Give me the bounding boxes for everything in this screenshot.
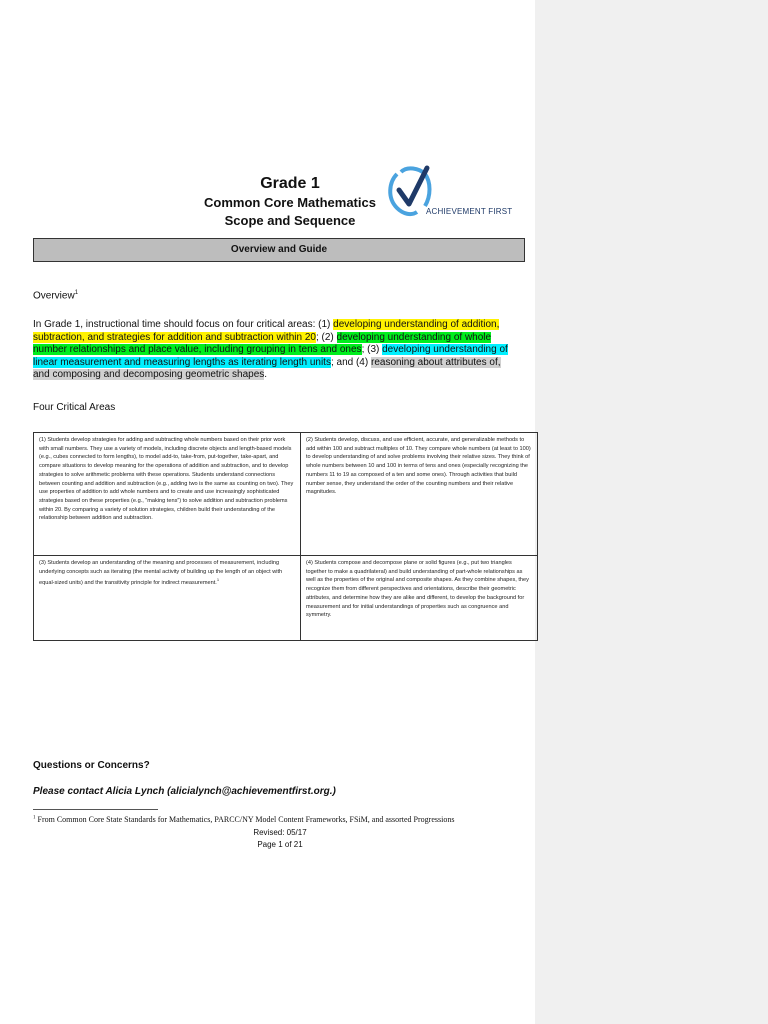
overview-guide-banner: Overview and Guide <box>33 238 525 262</box>
highlight-area-2: developing understanding of whole number relationships and place value, including grouping in tens and ones <box>33 331 492 355</box>
page-number: Page 1 of 21 <box>257 840 303 849</box>
table-row <box>34 433 538 556</box>
table-row <box>34 556 538 641</box>
title-grade: Grade 1 <box>260 175 320 192</box>
footnote: $^1$ From Common Core State Standards for Mathematics, PARCC/NY Model Content Frameworks, FSiM, and assorted Progressions <box>33 815 455 824</box>
overview-heading: Overview$^1$ <box>33 290 79 302</box>
footnote-ref[interactable]: 1 <box>216 577 220 583</box>
critical-area-4: (4) Students compose and decompose plane or solid figures (e.g., put two triangles together to make a quadrilateral) and build understanding of part-whole relationships as well as the properties of the original and composite shapes. As they combine shapes, they recognize them from different perspectives and orientations, describe their geometric attributes, and determine how they are alike and different, to develop the background for measurement and for initial understandings of properties such as congruence and symmetry. <box>301 556 538 641</box>
document-title <box>160 174 420 230</box>
highlight-area-3: developing understanding of linear measurement and measuring lengths as iterating length units <box>33 344 508 368</box>
critical-area-2: (2) Students develop, discuss, and use efficient, accurate, and generalizable methods to add within 100 and subtract multiples of 10. They compare whole numbers (at least to 100) to develop understanding of and solve problems involving their relative sizes. They think of whole numbers between 10 and 100 in terms of tens and ones (especially recognizing the numbers 11 to 19 as composed of a ten and some ones). Through activities that build number sense, they understand the order of the counting numbers and their relative magnitudes. <box>301 433 538 556</box>
comments-pane <box>535 0 768 1024</box>
four-critical-areas-heading: Four Critical Areas <box>33 402 116 413</box>
title-line-1: Common Core Mathematics <box>204 195 376 210</box>
title-line-2: Scope and Sequence <box>224 213 356 228</box>
footnote-ref[interactable]: 1 <box>74 290 79 296</box>
highlight-area-4: reasoning about attributes of, and composing and decomposing geometric shapes <box>33 356 501 380</box>
critical-area-1: (1) Students develop strategies for adding and subtracting whole numbers based on their prior work with small numbers. They use a variety of models, including discrete objects and length-based models (e.g., cubes connected to form lengths), to model add-to, take-from, put-together, take-apart, and compare situations to develop meaning for the operations of addition and subtraction, and to develop strategies to solve arithmetic problems with these operations. Students understand connections between counting and addition and subtraction (e.g., adding two is the same as counting on two). They use properties of addition to add whole numbers and to create and use increasingly sophisticated strategies based on these properties (e.g., “making tens”) to solve addition and subtraction problems within 20. By comparing a variety of solution strategies, children build their understanding of the relationship between addition and subtraction. <box>34 433 301 556</box>
highlight-area-1: developing understanding of addition, subtraction, and strategies for addition and subtraction within 20 <box>33 319 500 343</box>
revised-date: Revised: 05/17 <box>253 828 307 837</box>
critical-areas-table <box>33 432 538 641</box>
questions-heading: Questions or Concerns? <box>33 760 150 771</box>
logo-text: ACHIEVEMENT FIRST <box>426 207 513 216</box>
critical-area-3: (3) Students develop an understanding of the meaning and processes of measurement, including underlying concepts such as iterating (the mental activity of building up the length of an object with equal-sized units) and the transitivity principle for indirect measurement.$^1$ <box>34 556 301 641</box>
footnote-separator <box>33 809 158 810</box>
contact-line: Please contact Alicia Lynch (alicialynch@achievementfirst.org.) <box>33 786 336 797</box>
intro-paragraph: In Grade 1, instructional time should focus on four critical areas: (1) developing understanding of addition, subtraction, and strategies for addition and subtraction within 20; (2) developing understanding of whole number relationships and place value, including grouping in tens and ones; (3) developing understanding of linear measurement and measuring lengths as iterating length units; and (4) reasoning about attributes of, and composing and decomposing geometric shapes. <box>33 319 508 380</box>
